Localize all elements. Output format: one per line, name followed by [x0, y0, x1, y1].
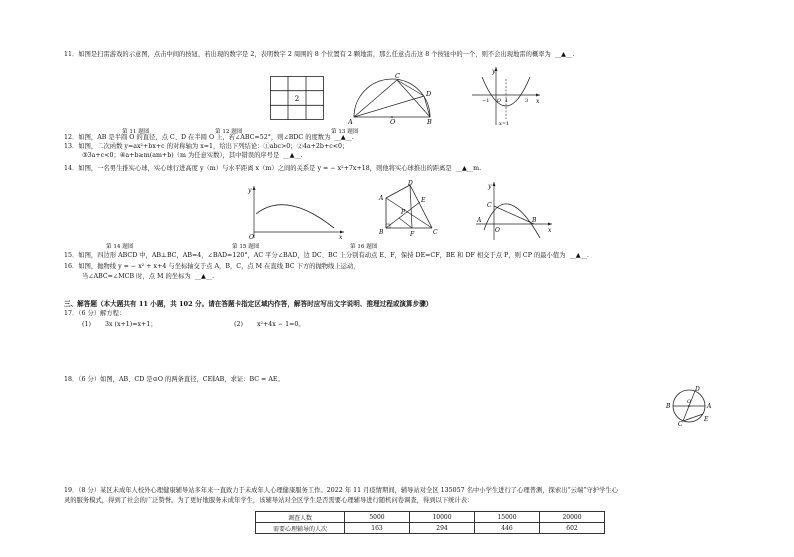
- caption-fig-12: 第 12 题图: [215, 129, 243, 135]
- table-cell: 294: [410, 523, 475, 534]
- caption-fig-16: 第 16 题图: [350, 244, 378, 250]
- label-C: C: [678, 421, 683, 426]
- answer-blank: __▲__.: [567, 252, 589, 259]
- table-row: [256, 512, 605, 523]
- question-11: [64, 51, 574, 59]
- table-row: [256, 523, 605, 534]
- tick-3: 3: [525, 98, 529, 104]
- question-17-part1: (1) 3x (x+1)=x+1；: [82, 321, 157, 328]
- label-E: E: [421, 197, 426, 204]
- label-P: P: [401, 209, 406, 216]
- figure-14-throw-curve: [246, 184, 346, 244]
- axis-label-y: y: [488, 183, 492, 190]
- question-17: 17．（6 分）解方程：: [64, 310, 126, 317]
- question-19-line1: 19．（8 分）某区未成年人校外心理健康辅导站多年来一直致力于未成年人心理健康服务工作。2022 年 11 月疫情期间，辅导站对全区 135057 名中小学生进行了心理普测，探索出“云端”守护学生心: [64, 487, 618, 494]
- survey-table: [255, 511, 605, 534]
- label-E: E: [704, 416, 709, 423]
- table-cell: 15000: [475, 512, 540, 523]
- figure-13-parabola: [470, 65, 542, 131]
- label-O: O: [390, 118, 396, 126]
- question-18: 18．（6 分）如图，AB、CD 是⊙O 的两条直径，CE∥AB，求证：BC = AE。: [64, 376, 284, 383]
- question-12-text: 12．如图，AB 是半圆 O 的直径，点 C、D 在半圆 O 上，若∠ABC=52°，则∠BDC 的度数为: [64, 134, 331, 141]
- label-O: O: [495, 227, 500, 234]
- question-16-text: 当∠ABC=∠MCB 时，点 M 的坐标为: [82, 273, 191, 280]
- label-C: C: [433, 229, 438, 236]
- caption-fig-14: 第 14 题图: [106, 244, 134, 250]
- table-cell: 20000: [540, 512, 605, 523]
- label-B: B: [532, 217, 537, 224]
- axis-label-x: x: [548, 227, 552, 234]
- label-A: A: [348, 118, 353, 126]
- label-A: A: [379, 195, 384, 202]
- question-19-line2: 灵的服务模式，得到了社会的广泛赞誉。为了更好地服务未成年学生，该辅导站对全区学生是否需要心理辅导进行随机问卷调查，得到以下统计表：: [64, 497, 474, 504]
- question-16-line2: [82, 273, 214, 281]
- question-11-text: 11．如图是扫雷游戏的示意图，点击中间的按钮，若出现的数字是 2，表明数字 2 周围的 8 个位置有 2 颗地雷，那么任意点击这 8 个按钮中的一个，则不会出现地雷的概率为: [64, 51, 551, 58]
- label-B: B: [427, 118, 432, 126]
- table-cell: 602: [540, 523, 605, 534]
- question-13-text: ③3a+c<0；④a+b≥m(am+b)（m 为任意实数），其中错误的序号是: [82, 152, 280, 159]
- question-16-line1: 16．如图，抛物线 y = − x² + x+4 与坐标轴交于点 A，B，C，点 M 在直线 BC 下方的抛物线上运动，: [64, 263, 360, 270]
- question-14: [64, 165, 481, 173]
- axis-label-x: x: [536, 98, 540, 105]
- figure-16-parabola-axes: [474, 180, 554, 246]
- label-F: F: [410, 231, 415, 238]
- axis-label-x: x: [339, 234, 343, 240]
- tick-1: 1: [505, 98, 509, 104]
- answer-blank: __▲__m.: [453, 165, 482, 172]
- question-15-text: 15．如图，四边形 ABCD 中，AB⊥BC，AB=4，∠BAD=120°，AC 平分∠BAD，边 DC、BC 上分别有动点 E、F，保持 DE=CF，BE 和 DF 相交于点 P，则 CP 的最小值为: [64, 252, 566, 259]
- origin-label: O: [249, 234, 254, 240]
- section-3-heading: 三、解答题（本大题共有 11 小题，共 102 分。请在答题卡指定区域内作答，解答时应写出文字说明、推理过程或演算步骤）: [64, 300, 433, 308]
- question-14-text: 14．如图，一名男生推实心球，实心球行进高度 y（m）与水平距离 x（m）之间的关系是 y = − x²+7x+18，则他将实心球推出的距离是: [64, 165, 452, 172]
- axis-label-y: y: [248, 187, 252, 194]
- label-B: B: [379, 229, 384, 236]
- label-C: C: [395, 72, 400, 80]
- table-cell: 10000: [410, 512, 475, 523]
- label-C: C: [487, 202, 492, 209]
- label-D: D: [695, 386, 700, 393]
- question-13-line2: [82, 152, 303, 160]
- answer-blank: __▲__.: [332, 134, 354, 141]
- symmetry-axis-label: x=1: [499, 121, 510, 127]
- center-number: 2: [294, 95, 300, 103]
- answer-blank: __▲__.: [281, 152, 303, 159]
- answer-blank: __▲__.: [552, 51, 575, 58]
- table-cell: 446: [475, 523, 540, 534]
- figure-11-minesweeper-grid: [270, 76, 324, 124]
- figure-15-quadrilateral: [374, 180, 444, 244]
- table-cell: 5000: [345, 512, 410, 523]
- answer-blank: __▲__.: [192, 273, 215, 280]
- label-O: O: [687, 399, 692, 405]
- question-13-line1: 13．如图，二次函数 y=ax²+bx+c 的对称轴为 x=1，给出下列结论：①abc>0；②4a+2b+c<0；: [64, 143, 349, 150]
- question-17-part2: (2) x²+4x − 1=0。: [234, 321, 305, 328]
- question-15: [64, 252, 589, 260]
- tick-neg1: −1: [482, 98, 490, 104]
- figure-18-circle: [660, 386, 718, 430]
- row-header-counselling-count: 需要心理辅导的人次: [256, 523, 345, 534]
- caption-fig-13: 第 13 题图: [331, 129, 359, 135]
- caption-fig-15: 第 15 题图: [232, 244, 260, 250]
- label-A: A: [707, 403, 712, 410]
- figure-12-semicircle: [348, 72, 438, 130]
- table-cell: 163: [345, 523, 410, 534]
- axis-label-y: y: [492, 68, 496, 75]
- label-A: A: [477, 217, 482, 224]
- question-12: [64, 134, 354, 142]
- caption-fig-11: 第 11 题图: [122, 129, 150, 135]
- label-B: B: [666, 403, 671, 410]
- row-header-survey-count: 调查人数: [256, 512, 345, 523]
- label-D: D: [426, 90, 432, 98]
- origin-label: O: [497, 98, 502, 104]
- label-D: D: [408, 180, 413, 187]
